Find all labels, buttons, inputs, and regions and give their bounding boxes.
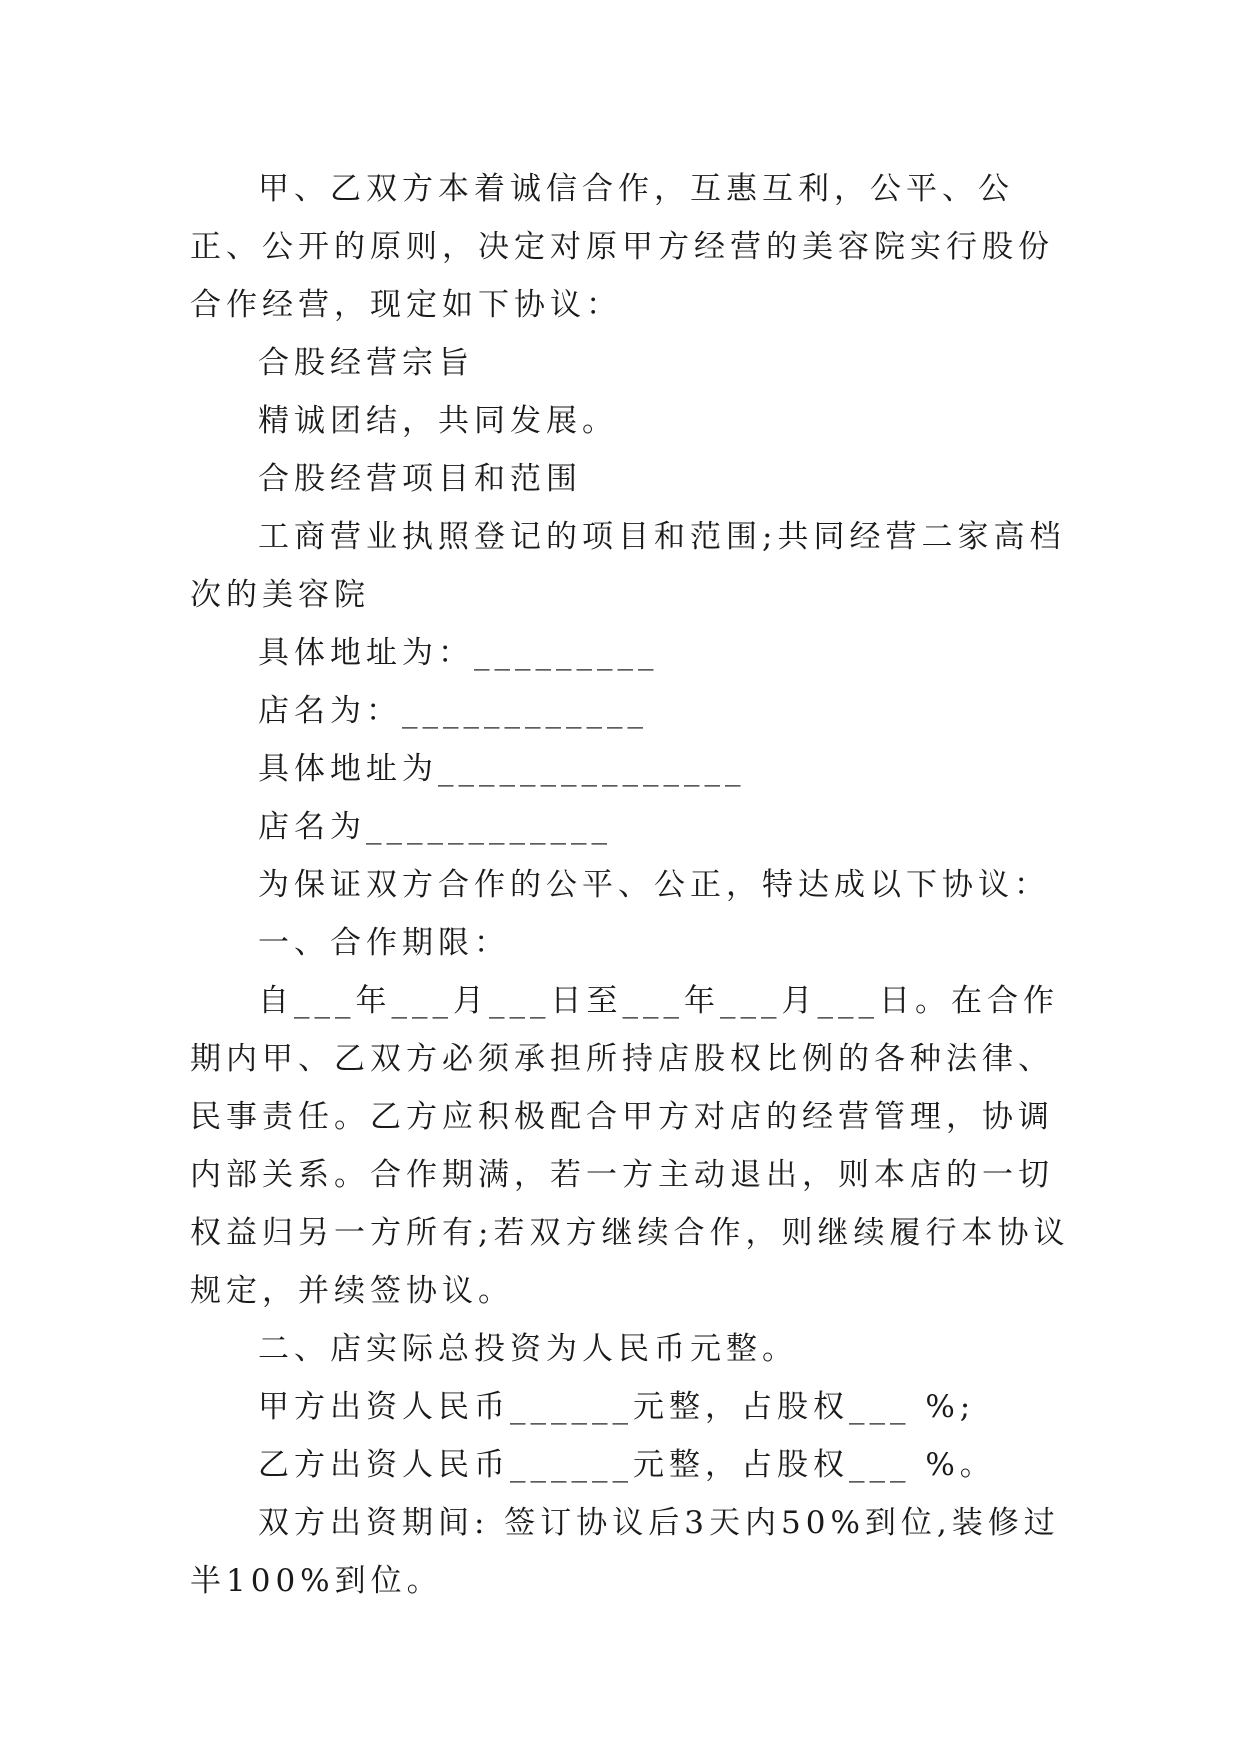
clause-1-heading: 一、合作期限： xyxy=(258,925,510,961)
purpose-text: 精诚团结，共同发展。 xyxy=(258,403,618,439)
clause-1-text: 自___年___月___日至___年___月___日。在合作期内甲、乙双方必须承担所持店股权比例的各种法律、民事责任。乙方应积极配合甲方对店的经营管理，协调内部关系。合作期满，若一方主动退出，则本店的一切权益归另一方所有;若双方继续合作，则继续履行本协议规定，并续签协议。 xyxy=(190,983,1070,1309)
shop-name-line-1: 店名为：____________ xyxy=(258,693,648,729)
scope-text: 工商营业执照登记的项目和范围;共同经营二家高档次的美容院 xyxy=(190,519,1066,613)
document-page xyxy=(190,160,1070,1610)
address-line-2: 具体地址为_______________ xyxy=(258,751,746,787)
investment-period: 双方出资期间: 签订协议后3天内50%到位,装修过半100%到位。 xyxy=(190,1505,1060,1599)
agreement-intro: 为保证双方合作的公平、公正，特达成以下协议： xyxy=(258,867,1050,903)
intro-paragraph: 甲、乙双方本着诚信合作，互惠互利，公平、公正、公开的原则，决定对原甲方经营的美容院实行股份合作经营，现定如下协议： xyxy=(190,171,1054,323)
party-a-investment: 甲方出资人民币______元整，占股权___ %; xyxy=(258,1389,976,1425)
section-heading-scope: 合股经营项目和范围 xyxy=(258,461,582,497)
clause-2-heading: 二、店实际总投资为人民币元整。 xyxy=(258,1331,798,1367)
shop-name-line-2: 店名为____________ xyxy=(258,809,612,845)
address-line-1: 具体地址为：_________ xyxy=(258,635,659,671)
party-b-investment: 乙方出资人民币______元整，占股权___ %。 xyxy=(258,1447,996,1483)
section-heading-purpose: 合股经营宗旨 xyxy=(258,345,474,381)
